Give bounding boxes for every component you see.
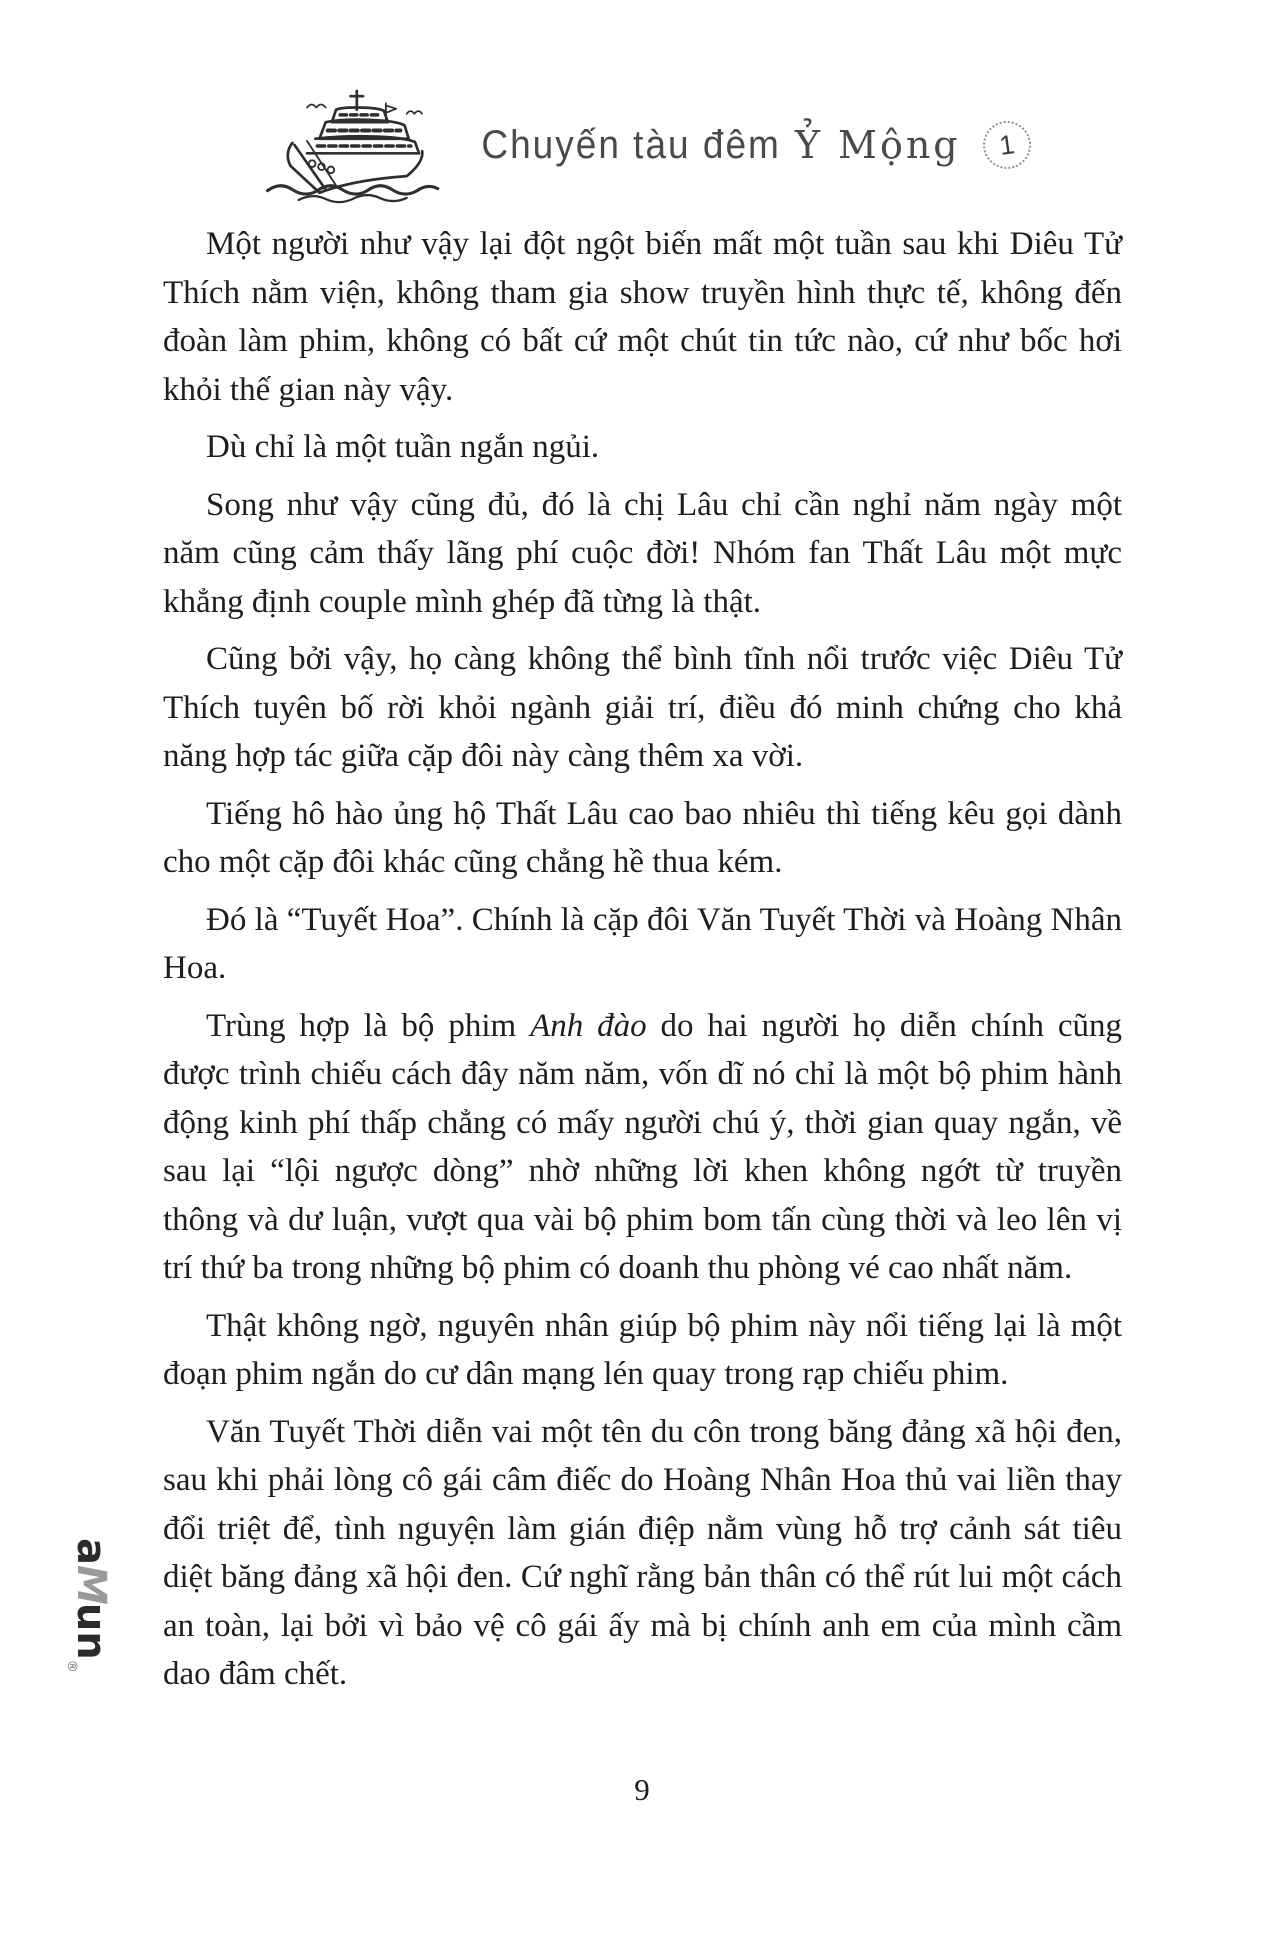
text-segment: Thật không ngờ, nguyên nhân giúp bộ phim này nổi tiếng lại là một đoạn phim ngắn do cư dân mạng lén quay trong rạp chiếu phim. [163,1307,1122,1392]
paragraph [163,1408,1122,1699]
chapter-header [0,86,1284,204]
book-title-fancy: Ỷ Mộng [794,123,961,167]
paragraph [163,481,1122,627]
book-title: Chuyến tàu đêm [481,122,781,167]
text-segment: Một người như vậy lại đột ngột biến mất một tuần sau khi Diêu Tử Thích nằm viện, không tham gia show truyền hình thực tế, không đến đoàn làm phim, không có bất cứ một chút tin tức nào, cứ như bốc hơi khỏi thế gian này vậy. [163,226,1122,408]
paragraph [163,1002,1122,1293]
paragraph [163,790,1122,887]
film-title-italic: Anh đào [530,1007,647,1044]
cruise-ship-icon [253,86,471,204]
paragraph [163,635,1122,781]
text-segment: do hai người họ diễn chính cũng được trình chiếu cách đây năm năm, vốn dĩ nó chỉ là một bộ phim hành động kinh phí thấp chẳng có mấy người chú ý, thời gian quay ngắn, về sau lại “lội ngược dòng” nhờ những lời khen không ngớt từ truyền thông và dư luận, vượt qua vài bộ phim bom tấn cùng thời và leo lên vị trí thứ ba trong những bộ phim có doanh thu phòng vé cao nhất năm. [163,1007,1122,1286]
paragraph [163,896,1122,993]
text-segment: Song như vậy cũng đủ, đó là chị Lâu chỉ cần nghỉ năm ngày một năm cũng cảm thấy lãng phí cuộc đời! Nhóm fan Thất Lâu một mực khẳng định couple mình ghép đã từng là thật. [163,486,1122,620]
paragraph [163,423,1122,472]
page-number: 9 [634,1772,650,1807]
publisher-logo-part1: a [68,1538,114,1565]
publisher-logo-part3: un [68,1602,114,1660]
text-segment: Dù chỉ là một tuần ngắn ngủi. [206,429,600,465]
volume-badge hand-drawn-circle-icon: 1 [980,118,1034,172]
text-segment: Trùng hợp là bộ phim [206,1007,531,1044]
text-segment: Văn Tuyết Thời diễn vai một tên du côn trong băng đảng xã hội đen, sau khi phải lòng cô gái câm điếc do Hoàng Nhân Hoa thủ vai liền thay đổi triệt để, tình nguyện làm gián điệp nằm vùng hỗ trợ cảnh sát tiêu diệt băng đảng xã hội đen. Cứ nghĩ rằng bản thân có thể rút lui một cách an toàn, lại bởi vì bảo vệ cô gái ấy mà bị chính anh em của mình cầm dao đâm chết. [163,1413,1122,1692]
paragraph [163,1302,1122,1399]
paragraph [163,220,1122,414]
publisher-logo [64,1538,114,1673]
text-segment: Cũng bởi vậy, họ càng không thể bình tĩnh nổi trước việc Diêu Tử Thích tuyên bố rời khỏi ngành giải trí, điều đó minh chứng cho khả năng hợp tác giữa cặp đôi này càng thêm xa vời. [163,641,1122,774]
registered-trademark-icon: ® [64,1659,79,1673]
text-segment: Đó là “Tuyết Hoa”. Chính là cặp đôi Văn Tuyết Thời và Hoàng Nhân Hoa. [163,901,1122,986]
publisher-logo-mark-icon: M [68,1565,114,1603]
page-body [163,220,1122,1708]
text-segment: Tiếng hô hào ủng hộ Thất Lâu cao bao nhiêu thì tiếng kêu gọi dành cho một cặp đôi khác cũng chẳng hề thua kém. [163,795,1122,880]
